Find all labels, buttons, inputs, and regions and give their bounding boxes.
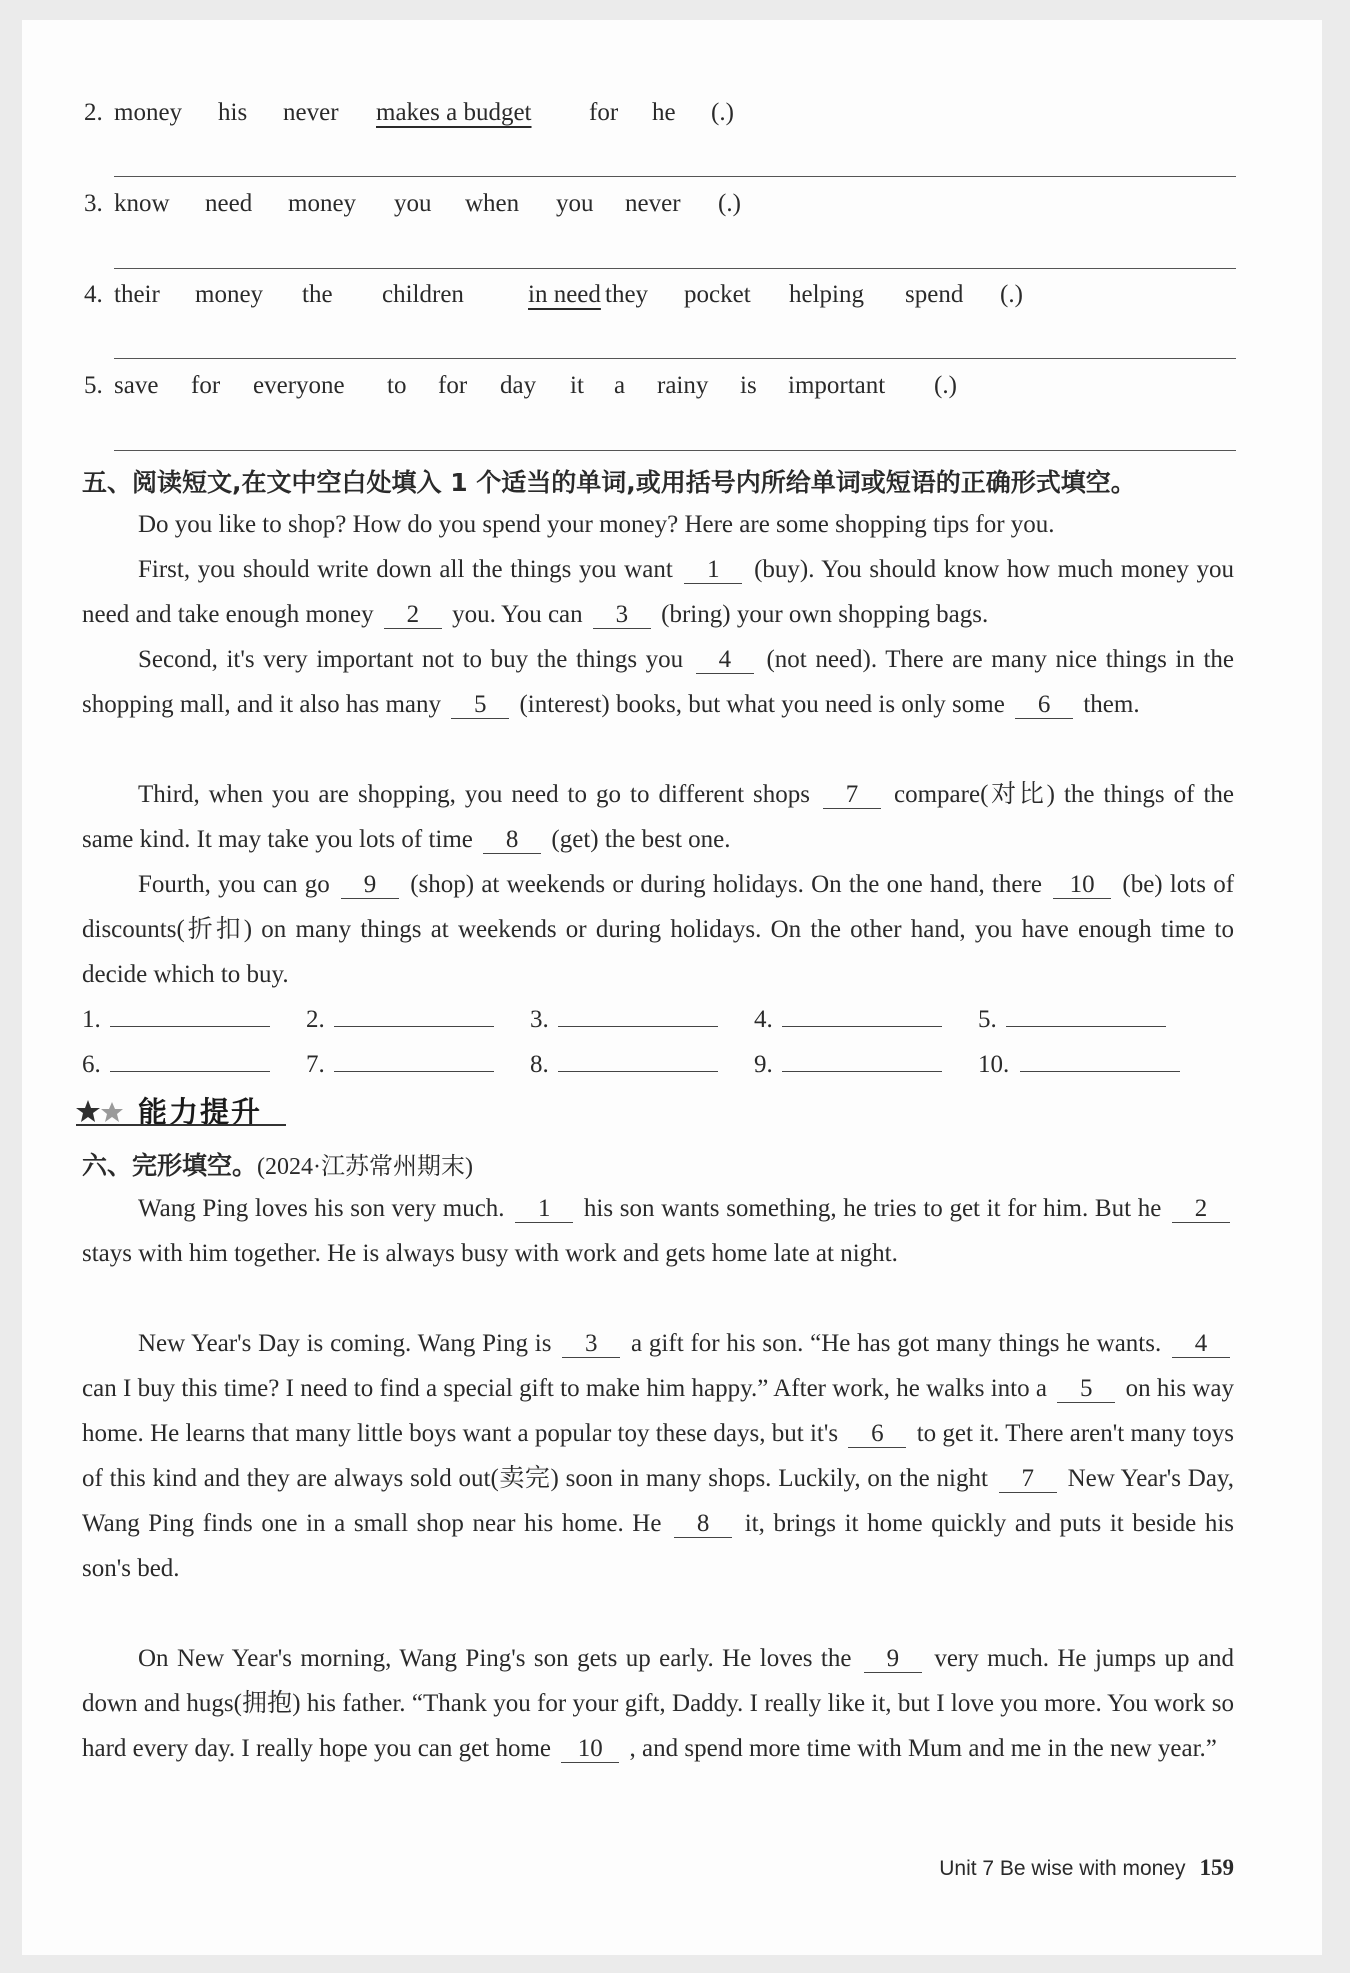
passage-paragraph xyxy=(82,1636,1234,1771)
scrambled-word: when xyxy=(465,190,520,217)
scrambled-word: (.) xyxy=(934,372,957,399)
scrambled-word: know xyxy=(114,190,170,217)
scrambled-word: (.) xyxy=(1000,281,1023,308)
scrambled-word: the xyxy=(302,281,333,308)
scrambled-word: need xyxy=(205,190,253,217)
passage-text: Do you like to shop? How do you spend your money? Here are some shopping tips for you. xyxy=(138,511,1055,538)
answer-line[interactable] xyxy=(114,450,1236,451)
fill-in-blank[interactable]: 8 xyxy=(483,827,541,854)
ability-banner xyxy=(76,1088,290,1128)
cloze-blank[interactable]: 2 xyxy=(1172,1196,1230,1223)
passage-text: stays with him together. He is always busy with work and gets home late at night. xyxy=(82,1240,898,1267)
fill-in-blank[interactable]: 5 xyxy=(451,692,509,719)
scrambled-word: never xyxy=(625,190,681,217)
item-number: 5. xyxy=(84,372,103,399)
scrambled-word: you xyxy=(394,190,432,217)
passage-text: (buy). You should know how much money you need and take enough money xyxy=(82,556,1234,628)
passage-text: Wang Ping loves his son very much. xyxy=(138,1195,505,1222)
cloze-blank[interactable]: 9 xyxy=(864,1646,922,1673)
fill-in-blank[interactable]: 7 xyxy=(823,782,881,809)
scrambled-word: everyone xyxy=(253,372,345,399)
answer-label: 8. xyxy=(530,1051,549,1078)
cloze-blank[interactable]: 10 xyxy=(561,1736,619,1763)
answer-line[interactable] xyxy=(334,1051,494,1072)
banner-title: 能力提升 xyxy=(138,1095,263,1129)
fill-in-blank[interactable]: 2 xyxy=(384,602,442,629)
cloze-blank[interactable]: 3 xyxy=(562,1331,620,1358)
passage-text: you. You can xyxy=(452,601,583,628)
answer-slot[interactable] xyxy=(754,1006,942,1034)
scrambled-word: (.) xyxy=(711,99,734,126)
scrambled-word: day xyxy=(500,372,537,399)
scrambled-word: for xyxy=(589,99,619,126)
cloze-blank[interactable]: 4 xyxy=(1172,1331,1230,1358)
fill-in-blank[interactable]: 1 xyxy=(684,557,742,584)
answer-label: 2. xyxy=(306,1006,325,1033)
cloze-blank[interactable]: 6 xyxy=(848,1421,906,1448)
scrambled-word: (.) xyxy=(718,190,741,217)
answer-line[interactable] xyxy=(558,1051,718,1072)
cloze-blank[interactable]: 5 xyxy=(1057,1376,1115,1403)
answer-line[interactable] xyxy=(1020,1051,1180,1072)
fill-in-blank[interactable]: 10 xyxy=(1053,872,1111,899)
answer-slot[interactable] xyxy=(530,1006,718,1034)
answer-slot[interactable] xyxy=(82,1051,270,1079)
passage-text: can I buy this time? I need to find a special gift to make him happy.” After work, he walks into a xyxy=(82,1375,1047,1402)
answer-slot[interactable] xyxy=(978,1006,1166,1034)
answer-slot[interactable] xyxy=(530,1051,718,1079)
passage-paragraph xyxy=(82,1321,1234,1591)
answer-slot[interactable] xyxy=(306,1006,494,1034)
scrambled-word: pocket xyxy=(684,281,751,308)
scrambled-word: money xyxy=(114,99,183,126)
fill-in-blank[interactable]: 6 xyxy=(1015,692,1073,719)
answer-line[interactable] xyxy=(114,176,1236,177)
item-number: 3. xyxy=(84,190,103,217)
section-5-heading: 五、阅读短文,在文中空白处填入 1 个适当的单词,或用括号内所给单词或短语的正确形式填空。 xyxy=(82,468,1136,497)
scrambled-word: money xyxy=(288,190,357,217)
cloze-blank[interactable]: 1 xyxy=(515,1196,573,1223)
fill-in-blank[interactable]: 3 xyxy=(593,602,651,629)
passage-text: (be) lots of discounts(折扣) on many things at weekends or during holidays. On the other hand, you have enough time to decide which to buy. xyxy=(82,871,1235,988)
passage-text: Third, when you are shopping, you need to go to different shops xyxy=(138,781,811,808)
passage-text: on his way home. He learns that many little boys want a popular toy these days, but it's xyxy=(82,1375,1235,1447)
cloze-blank[interactable]: 8 xyxy=(674,1511,732,1538)
fill-in-blank[interactable]: 9 xyxy=(341,872,399,899)
star-icon xyxy=(76,1098,134,1126)
answer-label: 1. xyxy=(82,1006,101,1033)
passage-text: Fourth, you can go xyxy=(138,871,330,898)
scrambled-word: they xyxy=(605,281,649,308)
answer-label: 7. xyxy=(306,1051,325,1078)
passage-text: them. xyxy=(1083,691,1140,718)
answer-label: 6. xyxy=(82,1051,101,1078)
scrambled-word: he xyxy=(652,99,676,126)
scrambled-word: save xyxy=(114,372,159,399)
passage-text: On New Year's morning, Wang Ping's son gets up early. He loves the xyxy=(138,1645,852,1672)
answer-line[interactable] xyxy=(114,268,1236,269)
scrambled-word: rainy xyxy=(657,372,709,399)
cloze-blank[interactable]: 7 xyxy=(999,1466,1057,1493)
scrambled-word: it xyxy=(570,372,584,399)
passage-text: a gift for his son. “He has got many things he wants. xyxy=(631,1330,1162,1357)
answer-line[interactable] xyxy=(114,358,1236,359)
passage-text: New Year's Day, Wang Ping finds one in a small shop near his home. He xyxy=(82,1465,1235,1537)
passage-text: (not need). There are many nice things in the shopping mall, and it also has many xyxy=(82,646,1235,718)
passage-text: (shop) at weekends or during holidays. On the one hand, there xyxy=(410,871,1042,898)
banner-underline xyxy=(76,1124,286,1126)
scrambled-word: his xyxy=(218,99,248,126)
scrambled-word: a xyxy=(614,372,626,399)
answer-slot[interactable] xyxy=(754,1051,942,1079)
scrambled-word: in need xyxy=(528,281,601,308)
passage-text: it, brings it home quickly and puts it beside his son's bed. xyxy=(82,1510,1235,1582)
scrambled-word: for xyxy=(191,372,221,399)
passage-text: Second, it's very important not to buy the things you xyxy=(138,646,684,673)
passage-text: very much. He jumps up and down and hugs(拥抱) his father. “Thank you for your gift, Daddy. I really like it, but I love you more. You work so hard every day. I really hope you can get home xyxy=(82,1645,1234,1762)
scrambled-word: makes a budget xyxy=(376,99,532,126)
scrambled-word: money xyxy=(195,281,264,308)
answer-line[interactable] xyxy=(782,1006,942,1027)
passage-text: (interest) books, but what you need is only some xyxy=(519,691,1005,718)
passage-text: compare(对比) the things of the same kind. It may take you lots of time xyxy=(82,781,1234,853)
item-number: 2. xyxy=(84,99,103,126)
passage-text: to get it. There aren't many toys of this kind and they are always sold out(卖完) soon in many shops. Luckily, on the night xyxy=(82,1420,1235,1492)
item-number: 4. xyxy=(84,281,103,308)
answer-slot[interactable] xyxy=(82,1006,270,1034)
passage-paragraph xyxy=(82,862,1234,997)
page-footer xyxy=(939,1855,1234,1881)
answer-line[interactable] xyxy=(1006,1006,1166,1027)
passage-paragraph xyxy=(82,772,1234,862)
answer-slot[interactable] xyxy=(978,1051,1180,1079)
section-6-heading xyxy=(82,1146,473,1182)
answer-line[interactable] xyxy=(110,1006,270,1027)
passage-text: (get) the best one. xyxy=(551,826,731,853)
passage-text: First, you should write down all the things you want xyxy=(138,556,673,583)
answer-label: 3. xyxy=(530,1006,549,1033)
scrambled-word: children xyxy=(382,281,464,308)
scrambled-word: spend xyxy=(905,281,964,308)
scrambled-word: is xyxy=(740,372,757,399)
passage-paragraph xyxy=(82,547,1234,637)
scrambled-word: never xyxy=(283,99,339,126)
passage-paragraph xyxy=(82,1186,1234,1276)
page-number: 159 xyxy=(1199,1855,1234,1880)
answer-label: 4. xyxy=(754,1006,773,1033)
fill-in-blank[interactable]: 4 xyxy=(696,647,754,674)
answer-line[interactable] xyxy=(782,1051,942,1072)
passage-paragraph xyxy=(82,637,1234,727)
answer-line[interactable] xyxy=(110,1051,270,1072)
passage-paragraph xyxy=(82,502,1234,547)
scrambled-word: important xyxy=(788,372,886,399)
passage-text: (bring) your own shopping bags. xyxy=(661,601,989,628)
scrambled-word: for xyxy=(438,372,468,399)
passage-text: , and spend more time with Mum and me in the new year.” xyxy=(629,1735,1217,1762)
scrambled-word: to xyxy=(387,372,407,399)
footer-unit: Unit 7 Be wise with money xyxy=(939,1857,1186,1880)
scrambled-word: you xyxy=(556,190,594,217)
answer-line[interactable] xyxy=(334,1006,494,1027)
scrambled-word: their xyxy=(114,281,160,308)
passage-text: his son wants something, he tries to get it for him. But he xyxy=(583,1195,1162,1222)
passage-text: New Year's Day is coming. Wang Ping is xyxy=(138,1330,552,1357)
scrambled-word: helping xyxy=(789,281,864,308)
answer-label: 9. xyxy=(754,1051,773,1078)
section-6-title: 六、完形填空。 xyxy=(82,1151,258,1180)
answer-line[interactable] xyxy=(558,1006,718,1027)
answer-label: 10. xyxy=(978,1051,1010,1078)
answer-label: 5. xyxy=(978,1006,997,1033)
answer-slot[interactable] xyxy=(306,1051,494,1079)
section-6-source: (2024·江苏常州期末) xyxy=(257,1154,473,1180)
